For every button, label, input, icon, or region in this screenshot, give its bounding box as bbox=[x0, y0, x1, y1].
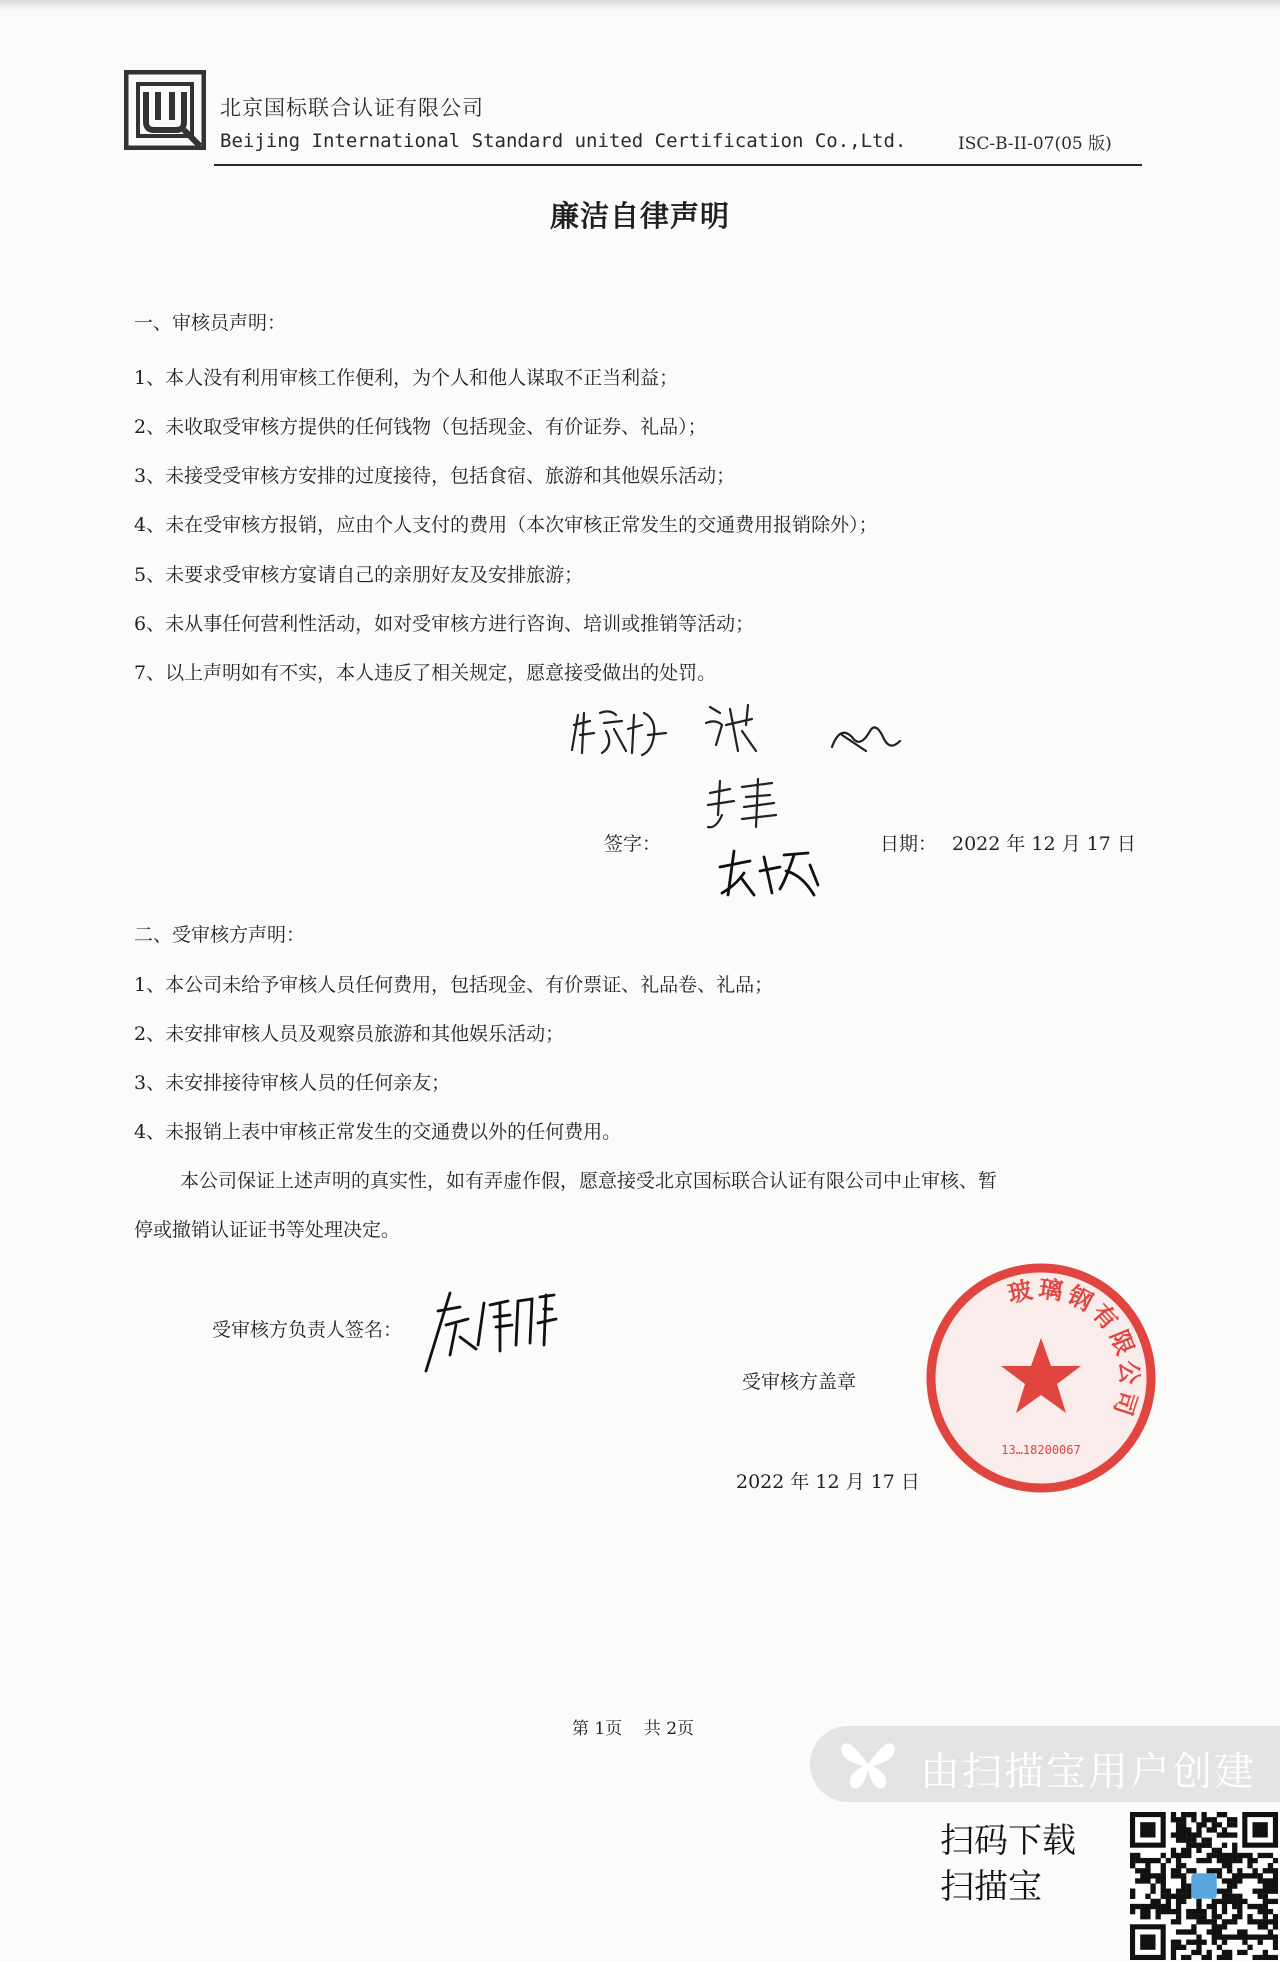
section1-item: 2、未收取受审核方提供的任何钱物（包括现金、有价证券、礼品）； bbox=[134, 416, 707, 438]
download-prompt bbox=[940, 1818, 1076, 1910]
section1-item: 5、未要求受审核方宴请自己的亲朋好友及安排旅游； bbox=[134, 564, 584, 586]
qr-code[interactable] bbox=[1130, 1812, 1278, 1960]
section1-item: 1、本人没有利用审核工作便利，为个人和他人谋取不正当利益； bbox=[134, 367, 679, 389]
section1-item: 7、以上声明如有不实，本人违反了相关规定，愿意接受做出的处罚。 bbox=[134, 662, 717, 684]
auditee-date: 2022 年 12 月 17 日 bbox=[736, 1471, 920, 1493]
responsible-signature-label: 受审核方负责人签名： bbox=[212, 1319, 403, 1341]
company-seal bbox=[921, 1258, 1161, 1498]
company-logo bbox=[124, 70, 206, 150]
responsible-signature bbox=[420, 1285, 560, 1375]
seal-text: 玻璃钢有限公司 bbox=[1005, 1274, 1144, 1423]
download-line: 扫描宝 bbox=[940, 1867, 1042, 1907]
watermark-text: 由扫描宝用户创建 bbox=[920, 1749, 1256, 1795]
butterfly-icon bbox=[838, 1736, 898, 1792]
company-name-en: Beijing International Standard united Certification Co.,Ltd. bbox=[220, 130, 907, 152]
section1-heading: 一、审核员声明： bbox=[134, 312, 287, 334]
seal-label: 受审核方盖章 bbox=[742, 1371, 857, 1393]
guarantee-text: 本公司保证上述声明的真实性，如有弄虚作假，愿意接受北京国标联合认证有限公司中止审核、暂 bbox=[180, 1170, 998, 1192]
section2-item: 1、本公司未给予审核人员任何费用，包括现金、有价票证、礼品卷、礼品； bbox=[134, 974, 774, 996]
auditor-signature bbox=[570, 695, 910, 765]
company-name-cn: 北京国标联合认证有限公司 bbox=[220, 96, 484, 120]
section2-item: 4、未报销上表中审核正常发生的交通费以外的任何费用。 bbox=[134, 1121, 622, 1143]
section1-item: 4、未在受审核方报销，应由个人支付的费用（本次审核正常发生的交通费用报销除外）； bbox=[134, 514, 878, 536]
document-title: 廉洁自律声明 bbox=[549, 199, 730, 233]
section2-item: 2、未安排审核人员及观察员旅游和其他娱乐活动； bbox=[134, 1023, 565, 1045]
sign-label: 签字： bbox=[604, 833, 662, 855]
header-divider bbox=[214, 164, 1142, 166]
top-scan-edge bbox=[0, 0, 1280, 10]
auditor-signature bbox=[700, 775, 800, 835]
auditor-date: 2022 年 12 月 17 日 bbox=[952, 833, 1136, 855]
document-code: ISC-B-II-07(05 版) bbox=[958, 134, 1112, 154]
section2-item: 3、未安排接待审核人员的任何亲友； bbox=[134, 1072, 451, 1094]
section1-item: 6、未从事任何营利性活动，如对受审核方进行咨询、培训或推销等活动； bbox=[134, 613, 755, 635]
auditor-signature bbox=[714, 845, 824, 901]
section2-heading: 二、受审核方声明： bbox=[134, 924, 306, 946]
date-label: 日期： bbox=[880, 833, 938, 855]
download-line: 扫码下载 bbox=[940, 1821, 1076, 1861]
section1-item: 3、未接受受审核方安排的过度接待，包括食宿、旅游和其他娱乐活动； bbox=[134, 465, 736, 487]
seal-number: 13…18200067 bbox=[1001, 1443, 1081, 1457]
guarantee-text: 停或撤销认证证书等处理决定。 bbox=[134, 1219, 401, 1241]
page-number: 第 1页 共 2页 bbox=[572, 1719, 695, 1739]
